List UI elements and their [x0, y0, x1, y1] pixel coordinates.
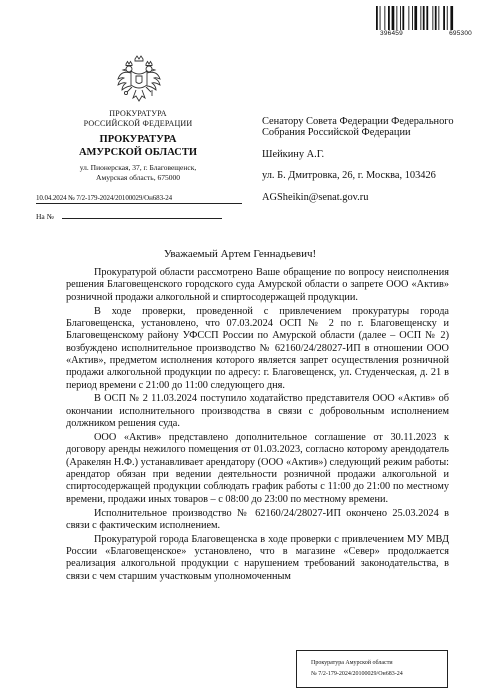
recipient-name: Шейкину А.Г. [262, 148, 325, 160]
incoming-reference-blank [62, 218, 222, 219]
greeting: Уважаемый Артем Геннадьевич! [163, 248, 317, 260]
recipient-email: AGSheikin@senat.gov.ru [262, 191, 369, 203]
paragraph: Прокуратурой области рассмотрено Ваше обращение по вопросу неисполнения решения Благовещенского городского суда Амурской области о запрете ООО «Актив» розничной продажи алкогольной и спиртосодержащей продукции. [66, 267, 449, 303]
paragraph: В ходе проверки, проведенной с привлечением прокуратуры города Благовещенска, установлено, что 07.03.2024 ОСП № 2 по г. Благовещенску и Благовещенскому району УФССП России по Амурской области (далее – ОСП № 2) возбуждено исполнительное производство № 62160/24/28027-ИП в отношении ООО «Актив», предметом исполнения которого является запрет осуществления розничной продажи алкогольной продукции по адресу: г. Благовещенск, ул. Студенческая, д. 21 в период времени с 21:00 до 11:00 следующего дня. [66, 305, 449, 391]
sender-address-line-2: Амурская область, 675000 [96, 173, 180, 182]
sender-address-line-1: ул. Пионерская, 37, г. Благовещенск, [79, 163, 197, 172]
barcode [376, 6, 472, 30]
stamp-line-1: Прокуратура Амурской области [311, 660, 393, 666]
incoming-reference-line [36, 212, 222, 221]
barcode-left-number: 396459 [380, 30, 403, 37]
outgoing-reference: 10.04.2024 № 7/2-179-2024/20100029/Он683-24 [36, 194, 242, 204]
registration-stamp [296, 650, 448, 688]
recipient-title: Сенатору Совета Федерации Федерального Собрания Российской Федерации [262, 116, 454, 139]
sender-block [60, 109, 216, 183]
paragraph: Исполнительное производство № 62160/24/28027-ИП окончено 25.03.2024 в связи с фактическим исполнением. [66, 507, 449, 531]
recipient-address: ул. Б. Дмитровка, 26, г. Москва, 103426 [262, 170, 436, 182]
incoming-reference-label: На № [36, 212, 54, 221]
sender-line-2: РОССИЙСКОЙ ФЕДЕРАЦИИ [83, 119, 193, 128]
barcode-right-number: 695300 [449, 30, 472, 37]
paragraph: В ОСП № 2 11.03.2024 поступило ходатайство представителя ООО «Актив» об окончании исполнительного производства в связи с добровольным исполнением должником решения суда. [66, 393, 449, 430]
paragraph: ООО «Актив» представлено дополнительное соглашение от 30.11.2023 к договору аренды нежилого помещения от 01.03.2023, согласно которому арендодатель (Аракелян Н.Ф.) устанавливает арендатору (ООО «Актив») следующий режим работы: арендатор обязан при ведении деятельности розничной продажи алкогольной и спиртосодержащей продукции соблюдать график работы с 11:00 до 21:00 по местному времени, продажи иных товаров – с 08:00 до 23:00 по местному времени. [66, 431, 449, 505]
letter-body [66, 267, 449, 585]
double-headed-eagle-emblem-icon [116, 54, 162, 106]
stamp-line-2: № 7/2-179-2024/20100029/Он683-24 [311, 671, 403, 677]
paragraph: Прокуратурой города Благовещенска в ходе проверки с привлечением МУ МВД России «Благовещенское» установлено, что в магазине «Север» продолжается реализация алкогольной продукции с нарушением требований законодательства, в связи с чем старшим участковым уполномоченным [66, 533, 449, 582]
org-name-line-2: АМУРСКОЙ ОБЛАСТИ [78, 147, 198, 158]
sender-line-1: ПРОКУРАТУРА [109, 109, 167, 118]
recipient-block [262, 116, 474, 213]
barcode-numbers [380, 30, 472, 37]
org-name-line-1: ПРОКУРАТУРА [99, 134, 177, 145]
